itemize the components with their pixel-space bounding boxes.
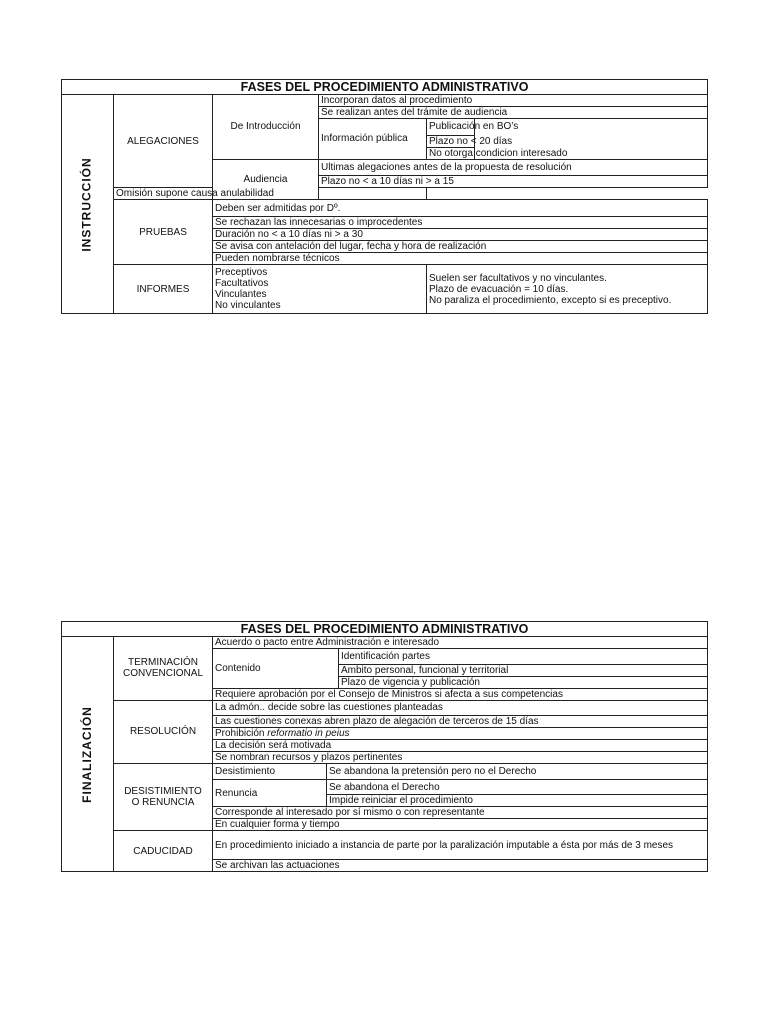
list-item: Suelen ser facultativos y no vinculantes. bbox=[429, 272, 607, 284]
table-cell: En procedimiento iniciado a instancia de parte por la paralización imputable a ésta por más de 3 meses bbox=[213, 831, 708, 860]
table-cell: La admón.. decide sobre las cuestiones planteadas bbox=[213, 700, 708, 716]
table-cell: No otorga condicion interesado bbox=[427, 147, 475, 159]
table-cell: Publicación en BO’s bbox=[427, 119, 475, 136]
informes-types-cell bbox=[213, 265, 427, 314]
table-cell: Se abandona la pretensión pero no el Derecho bbox=[327, 764, 708, 780]
list-item: Preceptivos bbox=[215, 267, 268, 278]
table-cell: Pueden nombrarse técnicos bbox=[213, 253, 708, 265]
table-cell: Se abandona el Derecho bbox=[327, 779, 708, 795]
row-label-line: DESISTIMIENTO bbox=[124, 786, 202, 798]
sub-label-informacion-publica: Información pública bbox=[319, 119, 427, 160]
table-cell: Se archivan las actuaciones bbox=[213, 860, 708, 872]
row-label-informes: INFORMES bbox=[114, 265, 213, 314]
list-item: Plazo de evacuación = 10 días. bbox=[429, 283, 569, 295]
phase-cell bbox=[62, 637, 114, 872]
row-label-alegaciones: ALEGACIONES bbox=[114, 95, 213, 188]
table-title: FASES DEL PROCEDIMIENTO ADMINISTRATIVO bbox=[62, 80, 708, 95]
table-cell: Se realizan antes del trámite de audiencia bbox=[319, 107, 708, 119]
row-label-terminacion bbox=[114, 637, 213, 701]
sub-label-desistimiento: Desistimiento bbox=[213, 764, 327, 780]
list-item: No vinculantes bbox=[215, 300, 281, 311]
table-cell: Ultimas alegaciones antes de la propuesta de resolución bbox=[319, 159, 708, 176]
table-cell: Plazo no < 20 días bbox=[427, 135, 475, 147]
row-label-pruebas: PRUEBAS bbox=[114, 200, 213, 265]
table-cell: Se nombran recursos y plazos pertinentes bbox=[213, 752, 708, 764]
latin-phrase: reformatio in peius bbox=[267, 728, 350, 740]
sub-label-renuncia: Renuncia bbox=[213, 779, 327, 807]
table-cell: Requiere aprobación por el Consejo de Ministros si afecta a sus competencias bbox=[213, 688, 708, 700]
table-cell: Acuerdo o pacto entre Administración e interesado bbox=[213, 637, 708, 649]
table-cell: Plazo de vigencia y publicación bbox=[339, 676, 708, 688]
table-cell: La decisión será motivada bbox=[213, 740, 708, 752]
table-cell: Incorporan datos al procedimiento bbox=[319, 95, 708, 107]
informes-notes-cell bbox=[427, 265, 708, 314]
table-cell: Omisión supone causa anulabilidad bbox=[114, 188, 427, 200]
sub-label-de-introduccion: De Introducción bbox=[213, 95, 319, 160]
list-item: No paraliza el procedimiento, excepto si es preceptivo. bbox=[429, 294, 672, 306]
table-cell: Duración no < a 10 días ni > a 30 bbox=[213, 229, 708, 241]
table-cell: Deben ser admitidas por Dº. bbox=[213, 200, 708, 217]
table-cell: Impide reiniciar el procedimiento bbox=[327, 795, 708, 807]
list-item: Vinculantes bbox=[215, 289, 267, 300]
table-cell: Las cuestiones conexas abren plazo de alegación de terceros de 15 días bbox=[213, 716, 708, 728]
text-prefix: Prohibición bbox=[215, 728, 268, 740]
table-cell: En cualquier forma y tiempo bbox=[213, 819, 708, 831]
table-title: FASES DEL PROCEDIMIENTO ADMINISTRATIVO bbox=[62, 622, 708, 637]
phase-label: INSTRUCCIÓN bbox=[80, 156, 94, 252]
phase-cell bbox=[62, 95, 114, 314]
row-label-resolucion: RESOLUCIÓN bbox=[114, 700, 213, 764]
table-cell: Identificación partes bbox=[339, 649, 708, 665]
row-label-line: TERMINACIÓN bbox=[128, 657, 198, 669]
row-label-line: CONVENCIONAL bbox=[122, 668, 203, 680]
sub-label-contenido: Contenido bbox=[213, 649, 339, 689]
phase-label: FINALIZACIÓN bbox=[80, 705, 94, 803]
instruccion-table bbox=[61, 79, 708, 314]
finalizacion-table bbox=[61, 621, 708, 872]
row-label-caducidad: CADUCIDAD bbox=[114, 831, 213, 872]
table-cell: Se avisa con antelación del lugar, fecha y hora de realización bbox=[213, 241, 708, 253]
table-cell: Corresponde al interesado por sí mismo o con representante bbox=[213, 807, 708, 819]
sub-label-audiencia: Audiencia bbox=[213, 159, 319, 200]
row-label-desistimiento bbox=[114, 764, 213, 831]
table-cell: Plazo no < a 10 días ni > a 15 bbox=[319, 176, 708, 188]
table-cell: Ambito personal, funcional y territorial bbox=[339, 664, 708, 676]
table-cell: Se rechazan las innecesarias o improcedentes bbox=[213, 217, 708, 229]
list-item: Facultativos bbox=[215, 278, 269, 289]
table-cell bbox=[213, 728, 708, 740]
row-label-line: O RENUNCIA bbox=[131, 797, 195, 809]
